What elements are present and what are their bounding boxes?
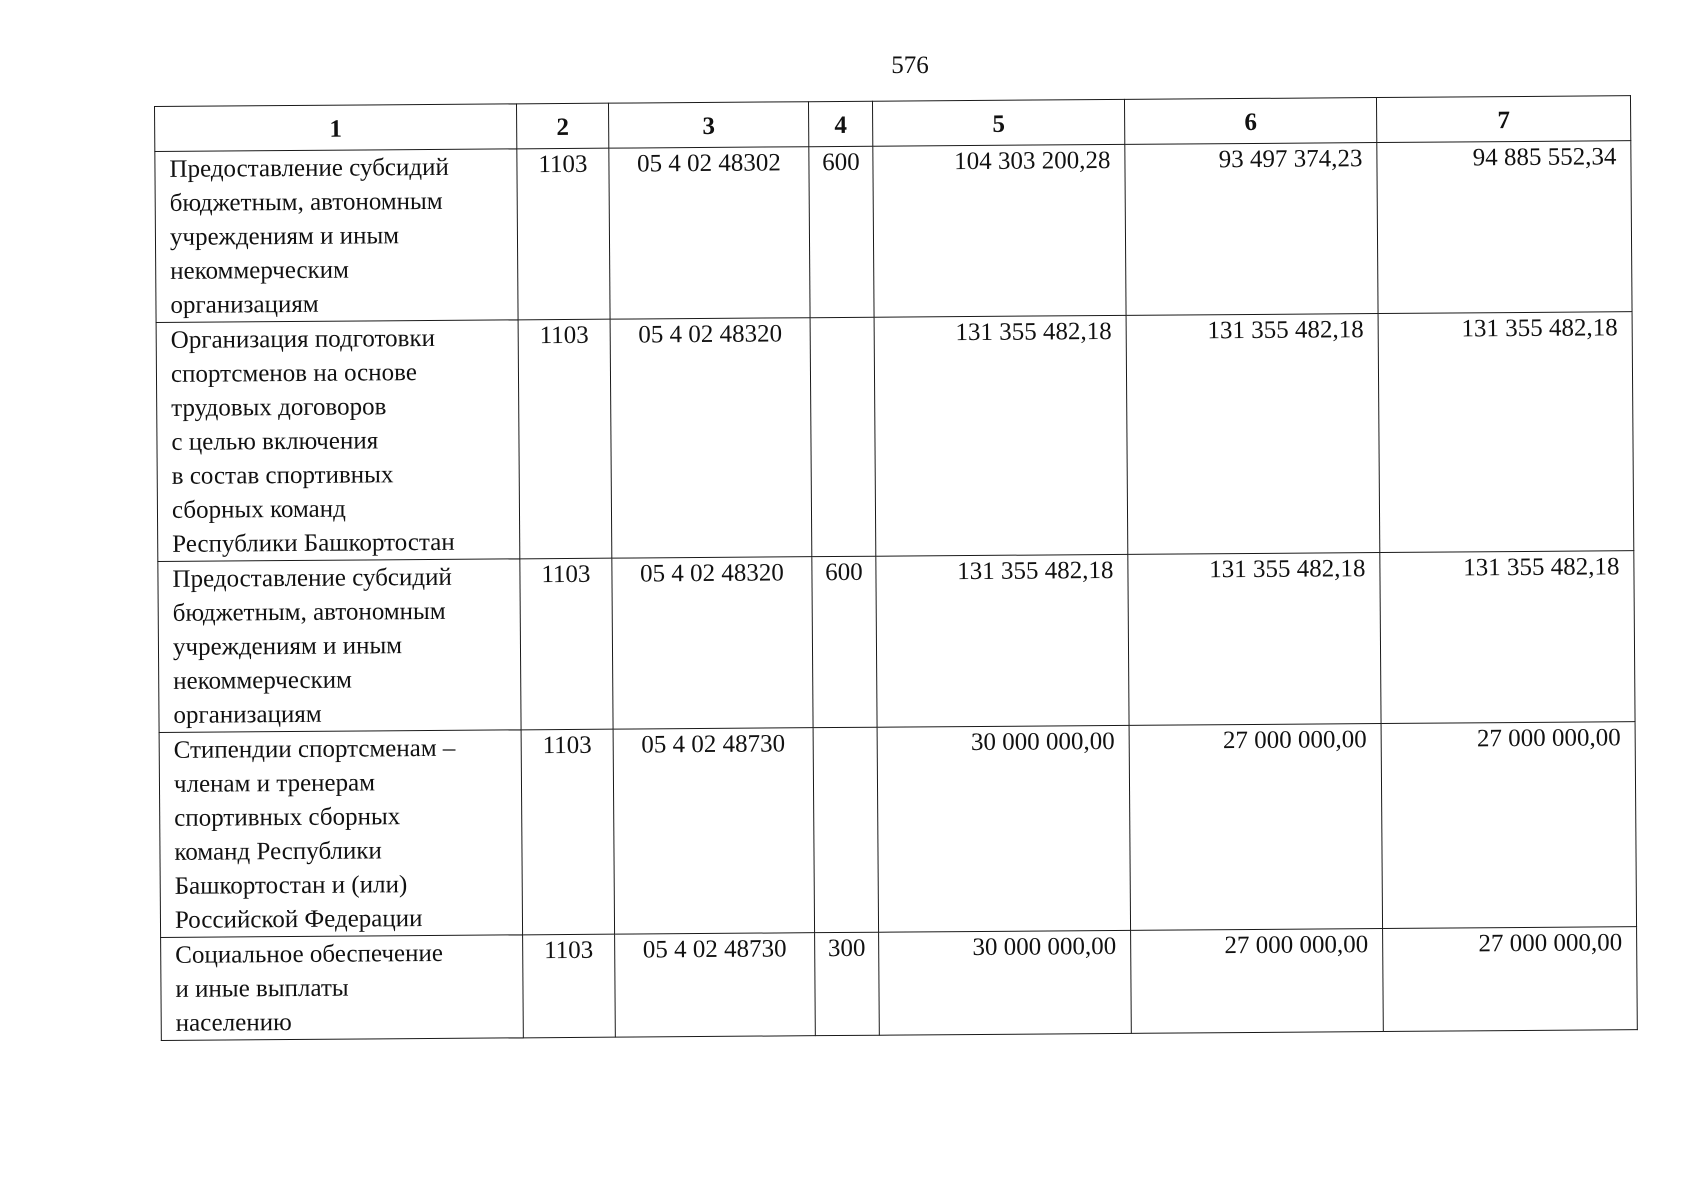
table-row bbox=[156, 312, 1634, 562]
target-article-code: 05 4 02 48730 bbox=[613, 728, 814, 934]
amount-col-6: 131 355 482,18 bbox=[1128, 553, 1381, 726]
description-line: организациям bbox=[170, 290, 319, 319]
description-line: Организация подготовки bbox=[170, 324, 436, 354]
description-line: Стипендии спортсменам – bbox=[173, 734, 456, 764]
amount-col-5: 30 000 000,00 bbox=[877, 725, 1130, 932]
description-line: организациям bbox=[173, 700, 322, 729]
amount-col-6: 27 000 000,00 bbox=[1129, 724, 1382, 931]
amount-col-7: 27 000 000,00 bbox=[1383, 927, 1638, 1032]
description-line: учреждениям и иным bbox=[172, 632, 403, 661]
row-description bbox=[158, 559, 521, 733]
expense-type-code: 600 bbox=[809, 146, 874, 317]
amount-col-5: 104 303 200,28 bbox=[873, 144, 1126, 317]
amount-col-5: 131 355 482,18 bbox=[876, 554, 1129, 727]
amount-col-7: 131 355 482,18 bbox=[1380, 551, 1635, 724]
column-header-5: 5 bbox=[872, 99, 1124, 146]
column-header-2: 2 bbox=[516, 103, 608, 149]
amount-col-6: 27 000 000,00 bbox=[1131, 929, 1384, 1034]
description-line: и иные выплаты bbox=[175, 974, 349, 1003]
column-header-3: 3 bbox=[608, 102, 808, 148]
row-description bbox=[155, 149, 518, 323]
row-description bbox=[161, 935, 524, 1041]
description-line: в состав спортивных bbox=[171, 461, 394, 490]
description-line: Предоставление субсидий bbox=[172, 563, 452, 593]
description-line: с целью включения bbox=[171, 427, 379, 456]
table-row bbox=[155, 141, 1632, 323]
description-line: учреждениям и иным bbox=[169, 222, 400, 251]
target-article-code: 05 4 02 48320 bbox=[612, 557, 813, 729]
row-description bbox=[159, 730, 522, 938]
section-code: 1103 bbox=[520, 558, 613, 730]
target-article-code: 05 4 02 48730 bbox=[615, 933, 816, 1037]
description-line: Предоставление субсидий bbox=[169, 153, 449, 183]
description-line: Республики Башкортостан bbox=[172, 528, 455, 558]
description-line: спортивных сборных bbox=[174, 803, 401, 832]
description-line: спортсменов на основе bbox=[170, 359, 417, 388]
amount-col-7: 27 000 000,00 bbox=[1381, 722, 1636, 929]
column-header-1: 1 bbox=[155, 104, 517, 152]
amount-col-5: 30 000 000,00 bbox=[879, 930, 1132, 1035]
section-code: 1103 bbox=[517, 148, 610, 320]
description-line: Российской Федерации bbox=[174, 905, 423, 934]
description-line: бюджетным, автономным bbox=[172, 597, 446, 627]
description-line: Башкортостан и (или) bbox=[174, 871, 408, 900]
amount-col-7: 94 885 552,34 bbox=[1377, 141, 1632, 314]
column-header-6: 6 bbox=[1124, 98, 1376, 145]
target-article-code: 05 4 02 48302 bbox=[609, 147, 810, 319]
expense-type-code bbox=[810, 317, 876, 556]
amount-col-5: 131 355 482,18 bbox=[874, 315, 1128, 556]
amount-col-7: 131 355 482,18 bbox=[1378, 312, 1634, 553]
amount-col-6: 93 497 374,23 bbox=[1125, 143, 1378, 316]
budget-table-container bbox=[154, 95, 1638, 1041]
table-row bbox=[161, 927, 1638, 1041]
description-line: сборных команд bbox=[171, 495, 346, 524]
section-code: 1103 bbox=[523, 934, 616, 1038]
budget-table bbox=[154, 95, 1638, 1041]
section-code: 1103 bbox=[521, 729, 615, 935]
column-header-4: 4 bbox=[808, 101, 872, 146]
expense-type-code: 300 bbox=[815, 932, 880, 1035]
description-line: членам и тренерам bbox=[173, 769, 376, 798]
description-line: Социальное обеспечение bbox=[175, 939, 444, 969]
section-code: 1103 bbox=[518, 319, 612, 559]
expense-type-code bbox=[813, 727, 879, 932]
row-description bbox=[156, 320, 520, 562]
description-line: некоммерческим bbox=[170, 256, 350, 285]
amount-col-6: 131 355 482,18 bbox=[1126, 314, 1380, 555]
description-line: трудовых договоров bbox=[171, 393, 387, 422]
description-line: бюджетным, автономным bbox=[169, 187, 443, 217]
column-header-7: 7 bbox=[1376, 96, 1630, 143]
description-line: некоммерческим bbox=[173, 666, 353, 695]
table-row bbox=[158, 551, 1635, 733]
table-row bbox=[159, 722, 1636, 938]
description-line: команд Республики bbox=[174, 837, 382, 866]
description-line: населению bbox=[175, 1009, 292, 1037]
expense-type-code: 600 bbox=[812, 556, 877, 727]
page-number: 576 bbox=[891, 52, 929, 79]
target-article-code: 05 4 02 48320 bbox=[610, 318, 812, 558]
